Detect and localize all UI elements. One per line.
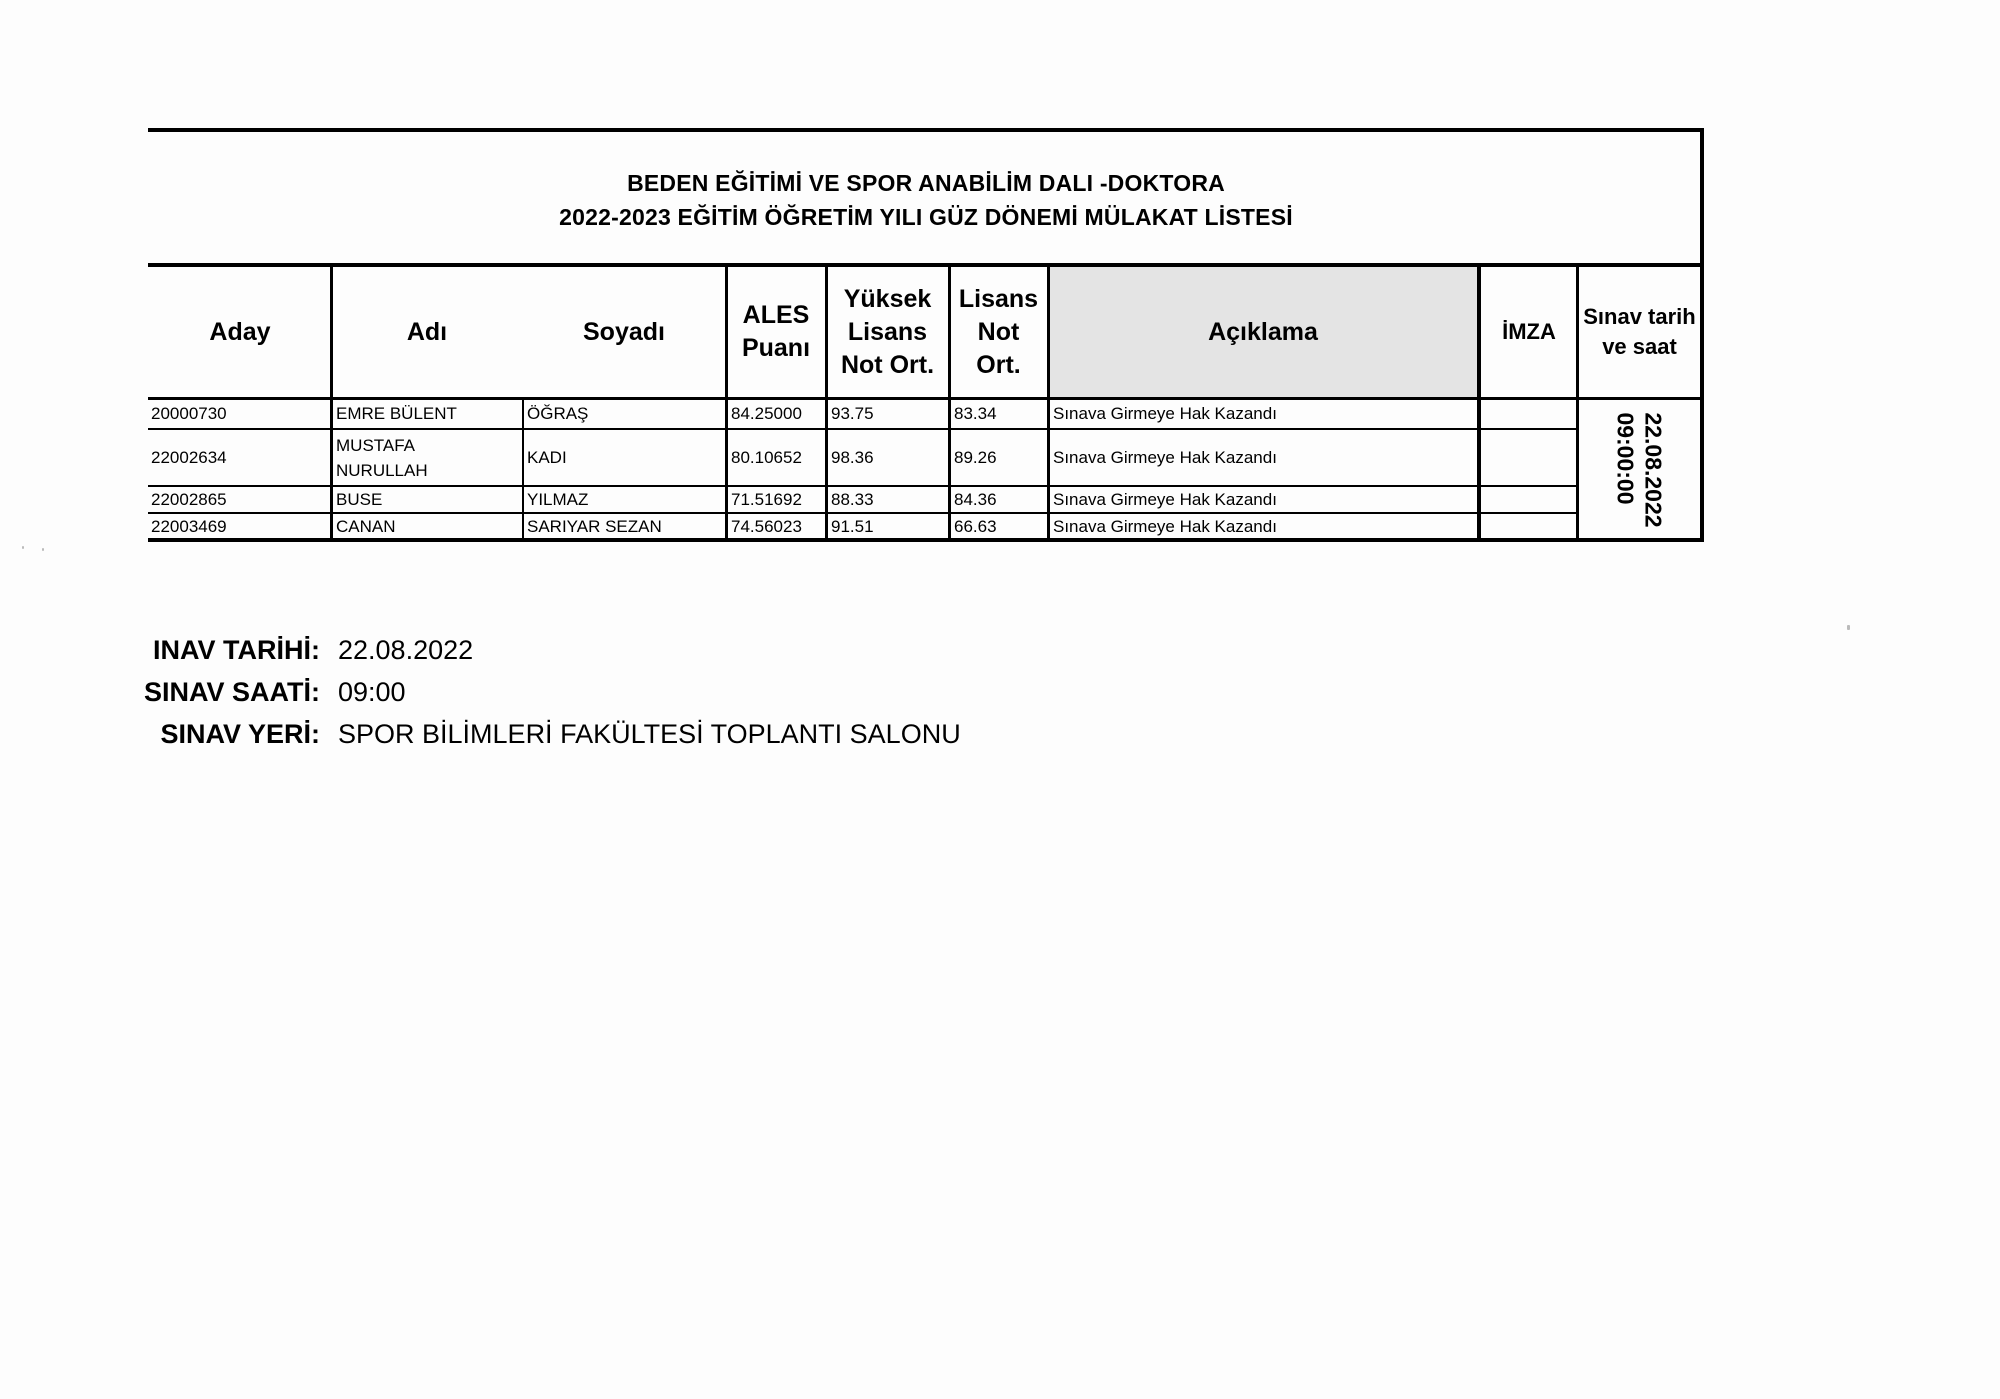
header-aciklama: Açıklama [1208,317,1318,346]
header-lisans: Lisans Not Ort. [958,284,1039,379]
table-cell-aciklama: Sınava Girmeye Hak Kazandı [1053,489,1277,509]
table-cell-ales: 74.56023 [731,517,802,536]
title-line-2: 2022-2023 EĞİTİM ÖĞRETİM YILI GÜZ DÖNEMİ MÜLAKAT LİSTESİ [559,204,1293,230]
table-cell-adi: EMRE BÜLENT [336,404,457,423]
table-cell-soyadi: SARIYAR SEZAN [527,517,662,536]
exam-date: 22.08.2022 [1640,412,1667,528]
exam-time: 09:00:00 [1612,412,1639,505]
table-cell-aciklama: Sınava Girmeye Hak Kazandı [1053,447,1277,467]
table-cell-aciklama: Sınava Girmeye Hak Kazandı [1053,517,1277,536]
header-soyadi: Soyadı [583,317,665,346]
table-cell-lisans: 83.34 [954,404,997,423]
table-cell-yuksek-lisans: 88.33 [831,489,874,509]
scan-speck [1847,625,1850,630]
info-sinav-yeri [0,714,1200,754]
exam-datetime-cell [1577,400,1702,540]
table-cell-imza [1481,487,1576,512]
title-line-1: BEDEN EĞİTİMİ VE SPOR ANABİLİM DALI -DOKTORA [627,170,1225,196]
table-cell-aday: 22002634 [151,447,227,467]
info-sinav-tarihi [0,630,1200,670]
header-sinav-tarih: Sınav tarih ve saat [1583,304,1696,359]
info-label: SINAV SAATİ: [143,676,320,707]
header-yuksek-lisans: Yüksek Lisans Not Ort. [840,284,935,379]
table-cell-imza [1481,514,1576,540]
table-cell-imza [1481,400,1576,428]
table-cell-lisans: 89.26 [954,447,997,467]
table-cell-ales: 84.25000 [731,404,802,423]
table-cell-yuksek-lisans: 91.51 [831,517,874,536]
table-cell-soyadi: KADI [527,447,567,467]
scan-speck [42,548,44,551]
table-cell-imza [1481,430,1576,485]
scan-speck [22,546,24,549]
table-cell-lisans: 84.36 [954,489,997,509]
info-value: SPOR BİLİMLERİ FAKÜLTESİ TOPLANTI SALONU [338,718,961,749]
table-cell-aday: 22002865 [151,489,227,509]
info-label: SINAV YERİ: [160,718,320,749]
table-cell-yuksek-lisans: 98.36 [831,447,874,467]
table-cell-soyadi: YILMAZ [527,489,589,509]
info-label: INAV TARİHİ: [153,634,320,665]
table-cell-adi: MUSTAFA NURULLAH [336,435,428,480]
table-cell-soyadi: ÖĞRAŞ [527,404,589,423]
info-value: 22.08.2022 [338,634,474,665]
table-cell-aday: 20000730 [151,404,227,423]
table-cell-aday: 22003469 [151,517,227,536]
table-cell-aciklama: Sınava Girmeye Hak Kazandı [1053,404,1277,423]
header-aday: Aday [209,317,271,346]
document-title [148,128,1704,266]
table-cell-yuksek-lisans: 93.75 [831,404,874,423]
table-cell-adi: CANAN [336,517,396,536]
info-value: 09:00 [338,676,406,707]
header-adi: Adı [406,317,448,346]
table-cell-ales: 80.10652 [731,447,802,467]
table-cell-lisans: 66.63 [954,517,997,536]
table-cell-ales: 71.51692 [731,489,802,509]
header-imza: İMZA [1502,319,1556,344]
info-sinav-saati [0,672,1200,712]
table-cell-adi: BUSE [336,489,383,509]
header-ales: ALES Puanı [741,301,811,362]
